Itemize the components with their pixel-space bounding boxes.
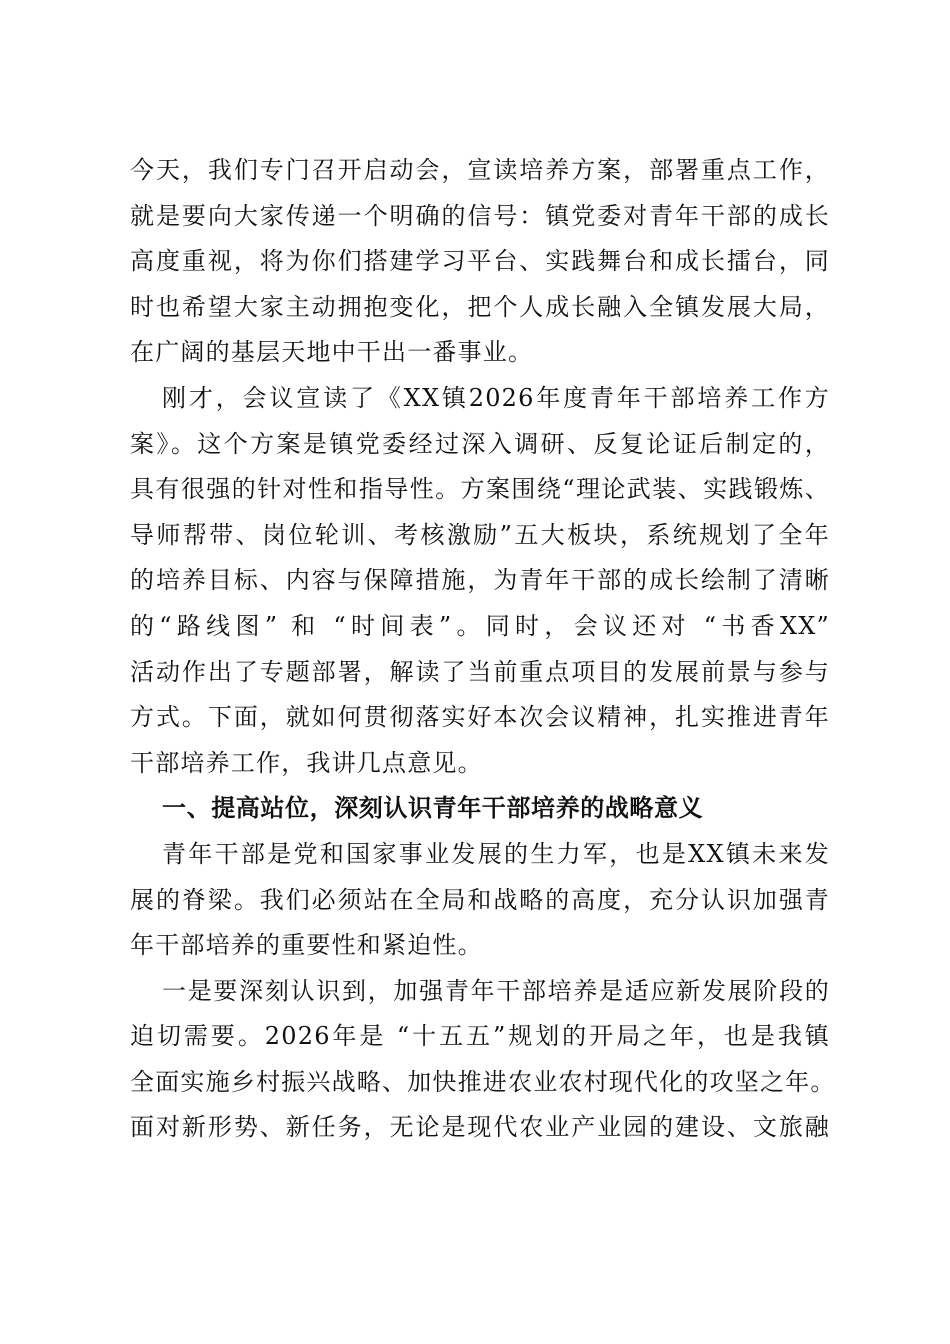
paragraph-line: 迫切需要。2026年是 “十五五”规划的开局之年，也是我镇 xyxy=(130,1022,830,1051)
paragraph-line: 活动作出了专题部署，解读了当前重点项目的发展前景与参与 xyxy=(130,657,830,686)
paragraph-line: 时也希望大家主动拥抱变化，把个人成长融入全镇发展大局， xyxy=(130,292,830,321)
paragraph-line: 在广阔的基层天地中干出一番事业。 xyxy=(130,338,534,367)
paragraph-line: 干部培养工作，我讲几点意见。 xyxy=(130,748,483,777)
paragraph-line: 的培养目标、内容与保障措施，为青年干部的成长绘制了清晰 xyxy=(130,566,830,595)
paragraph-line: 刚才，会议宣读了《XX镇2026年度青年干部培养工作方 xyxy=(162,383,830,412)
section-heading: 一、提高站位，深刻认识青年干部培养的战略意义 xyxy=(162,794,704,823)
paragraph-line: 今天，我们专门召开启动会，宣读培养方案，部署重点工作， xyxy=(130,156,830,184)
paragraph-line: 展的脊梁。我们必须站在全局和战略的高度，充分认识加强青 xyxy=(130,885,830,914)
paragraph-line: 就是要向大家传递一个明确的信号：镇党委对青年干部的成长 xyxy=(130,201,830,230)
paragraph-line: 高度重视，将为你们搭建学习平台、实践舞台和成长擂台，同 xyxy=(130,247,830,276)
paragraph-line: 具有很强的针对性和指导性。方案围绕“理论武装、实践锻炼、 xyxy=(130,475,830,504)
paragraph-line: 一是要深刻认识到，加强青年干部培养是适应新发展阶段的 xyxy=(162,976,830,1005)
paragraph-line: 导师帮带、岗位轮训、考核激励”五大板块，系统规划了全年 xyxy=(130,520,830,549)
paragraph-line: 全面实施乡村振兴战略、加快推进农业农村现代化的攻坚之年。 xyxy=(130,1067,836,1096)
document-body xyxy=(130,148,836,1151)
paragraph-line: 面对新形势、新任务，无论是现代农业产业园的建设、文旅融 xyxy=(130,1113,830,1142)
paragraph-line: 年干部培养的重要性和紧迫性。 xyxy=(130,931,483,960)
paragraph-line: 案》。这个方案是镇党委经过深入调研、反复论证后制定的， xyxy=(130,429,830,458)
paragraph-line: 青年干部是党和国家事业发展的生力军，也是XX镇未来发 xyxy=(162,839,830,868)
paragraph-line: 方式。下面，就如何贯彻落实好本次会议精神，扎实推进青年 xyxy=(130,703,830,732)
paragraph-line: 的“路线图” 和 “时间表”。同时，会议还对 “书香XX” xyxy=(130,611,830,640)
